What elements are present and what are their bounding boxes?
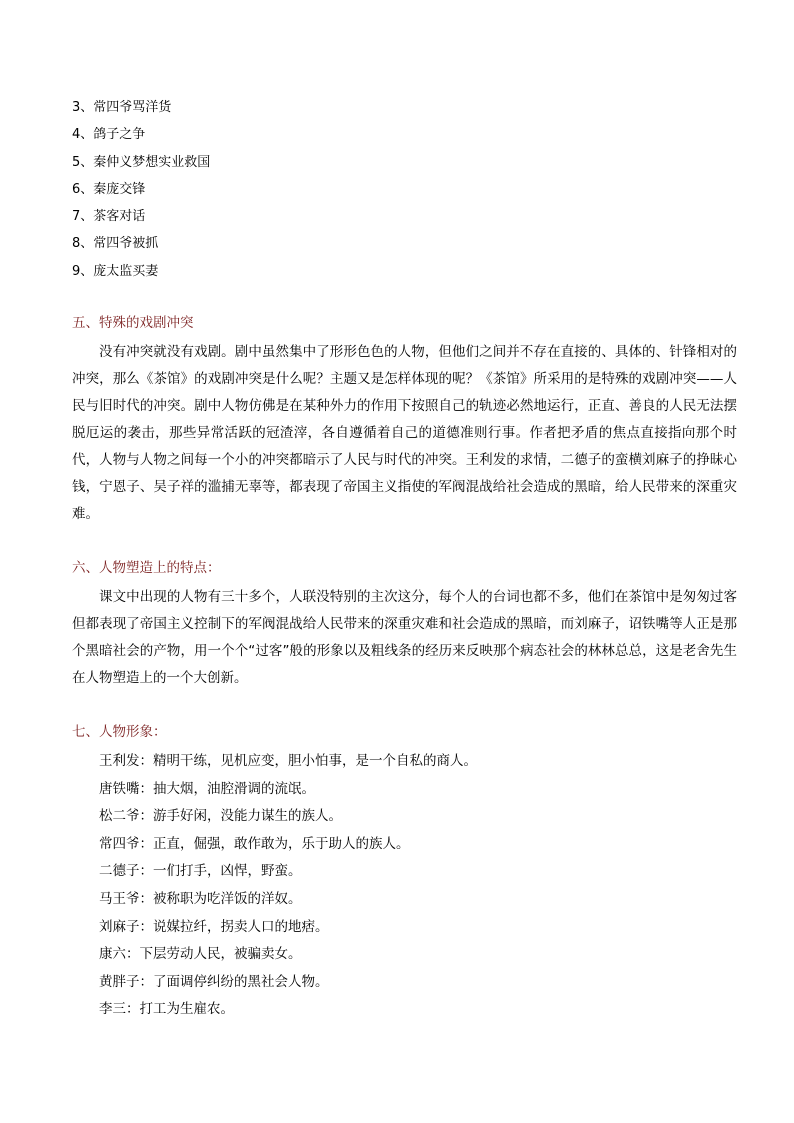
- section-heading: 五、特殊的戏剧冲突: [72, 315, 194, 331]
- section-heading: 六、人物塑造上的特点：: [72, 560, 221, 576]
- section-character-images: [72, 722, 737, 1024]
- character-item: 松二爷：游手好闲，没能力谋生的族人。: [99, 808, 342, 825]
- character-item: 王利发：精明干练，见机应变，胆小怕事，是一个自私的商人。: [99, 753, 477, 769]
- section-dramatic-conflict: [72, 313, 737, 528]
- section-characterization: [72, 558, 737, 692]
- section-paragraph: 课文中出现的人物有三十多个，人联没特别的主次这分，每个人的台词也都不多，他们在茶馆中是匆匆过客但都表现了帝国主义控制下的军阀混战给人民带来的深重灾难和社会造成的黑暗，而刘麻子，诏铁嘴等人正是那个黑暗社会的产物，用一个个“过客”般的形象以及粗线条的经历来反映那个病态社会的林林总总，这是老舍先生在人物塑造上的一个大创新。: [72, 589, 737, 686]
- list-item: 3、常四爷骂洋货: [72, 100, 172, 115]
- character-item: 黄胖子：了面调停纠纷的黑社会人物。: [99, 973, 329, 990]
- character-item: 唐铁嘴：抽大烟，油腔滑调的流氓。: [99, 780, 315, 797]
- character-item: 二德子：一们打手，凶悍，野蛮。: [99, 863, 302, 880]
- scene-list: [72, 94, 732, 285]
- list-item: 9、庞太监买妻: [72, 263, 159, 279]
- character-item: 马王爷：被称职为吃洋饭的洋奴。: [99, 890, 302, 907]
- character-item: 李三：打工为生雇农。: [99, 1001, 234, 1018]
- character-item: 常四爷：正直，倔强，敢作敢为，乐于助人的族人。: [99, 835, 410, 852]
- list-item: 8、常四爷被抓: [72, 236, 159, 252]
- character-item: 刘麻子：说媒拉纤，拐卖人口的地痞。: [99, 918, 329, 935]
- character-item: 康六：下层劳动人民，被骗卖女。: [99, 946, 302, 963]
- list-item: 5、秦仲义梦想实业救国: [72, 154, 211, 170]
- section-heading: 七、人物形象：: [72, 724, 167, 740]
- character-list: [72, 748, 737, 1024]
- list-item: 6、秦庞交锋: [72, 181, 146, 197]
- section-paragraph: 没有冲突就没有戏剧。剧中虽然集中了形形色色的人物，但他们之间并不存在直接的、具体的、针锋相对的冲突，那么《茶馆》的戏剧冲突是什么呢？主题又是怎样体现的呢？《茶馆》所采用的是特殊的戏剧冲突——人民与旧时代的冲突。剧中人物仿佛是在某种外力的作用下按照自己的轨迹必然地运行，正直、善良的人民无法摆脱厄运的袭击，那些异常活跃的冠渣滓，各自遵循着自己的道德准则行事。作者把矛盾的焦点直接指向那个时代，人物与人物之间每一个小的冲突都暗示了人民与时代的冲突。王利发的求情，二德子的蛮横刘麻子的挣昧心钱，宁恩子、吴子祥的滥捕无辜等，都表现了帝国主义指使的军阀混战给社会造成的黑暗，给人民带来的深重灾难。: [72, 344, 737, 522]
- list-item: 7、茶客对话: [72, 209, 146, 225]
- list-item: 4、鸽子之争: [72, 127, 146, 143]
